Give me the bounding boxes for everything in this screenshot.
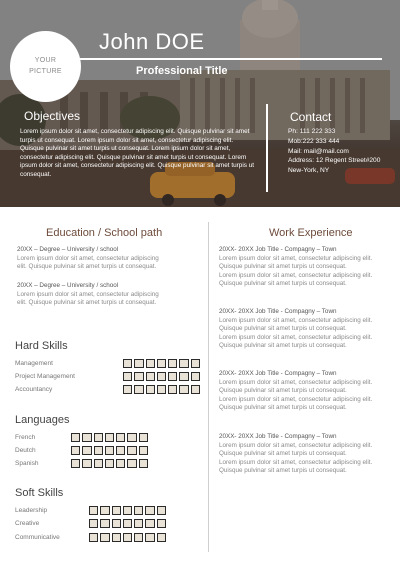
skill-row-accountancy [15, 385, 215, 396]
rating-box [179, 372, 188, 381]
rating-box [100, 506, 109, 515]
objectives-heading: Objectives [24, 109, 81, 123]
education-entry-text: Lorem ipsum dolor sit amet, consectetur adipiscing [17, 254, 159, 262]
work-entry-text: Lorem ipsum dolor sit amet, consectetur adipiscing elit. [219, 378, 373, 386]
rating-box [116, 459, 125, 468]
header-banner [0, 0, 400, 207]
language-label: Spanish [15, 460, 39, 467]
language-label: Deutch [15, 447, 36, 454]
rating-box [145, 506, 154, 515]
rating-box [71, 446, 80, 455]
work-entry-text: Quisque pulvinar sit amet turpis ut consequat. [219, 263, 347, 270]
education-entry-head: 20XX – Degree – University / school [17, 282, 119, 289]
rating-box [139, 446, 148, 455]
work-entry-text: Lorem ipsum dolor sit amet, consectetur adipiscing elit. [219, 395, 373, 403]
rating-box [139, 433, 148, 442]
profile-picture-placeholder [10, 31, 81, 102]
rating-box [100, 533, 109, 542]
rating-box [146, 359, 155, 368]
contact-list [288, 127, 394, 176]
rating-box [145, 533, 154, 542]
rating-box [168, 385, 177, 394]
soft-skill-label: Communicative [15, 534, 60, 541]
work-entry-head: 20XX- 20XX Job Title - Compagny – Town [219, 246, 337, 253]
rating-box [82, 433, 91, 442]
language-rating [71, 446, 148, 455]
rating-box [157, 506, 166, 515]
rating-box [82, 446, 91, 455]
work-entry-text: Quisque pulvinar sit amet turpis ut consequat. [219, 404, 347, 411]
soft-skill-row-creative [15, 519, 215, 530]
rating-box [146, 385, 155, 394]
rating-box [168, 372, 177, 381]
work-entry-text: Quisque pulvinar sit amet turpis ut consequat. [219, 387, 347, 394]
soft-skill-rating [89, 506, 166, 515]
contact-heading: Contact [290, 110, 332, 124]
rating-box [127, 446, 136, 455]
skill-rating [123, 385, 200, 394]
work-entry [219, 246, 395, 289]
education-entry-text: elit. Quisque pulvinar sit amet turpis ut consequat. [17, 263, 157, 270]
contact-mail: Mail: mail@mail.com [288, 147, 349, 155]
rating-box [112, 506, 121, 515]
language-rating [71, 433, 148, 442]
rating-box [134, 385, 143, 394]
rating-box [123, 359, 132, 368]
rating-box [157, 533, 166, 542]
soft-skill-rating [89, 519, 166, 528]
rating-box [134, 359, 143, 368]
rating-box [146, 372, 155, 381]
work-entry-text: Lorem ipsum dolor sit amet, consectetur adipiscing elit. [219, 333, 373, 341]
rating-box [82, 459, 91, 468]
rating-box [123, 385, 132, 394]
soft-skill-rating [89, 533, 166, 542]
skill-row-project-management [15, 372, 215, 383]
skill-label: Accountancy [15, 386, 53, 393]
language-row-spanish [15, 459, 215, 470]
soft-skills-heading: Soft Skills [15, 487, 64, 499]
work-entry-text: Quisque pulvinar sit amet turpis ut consequat. [219, 325, 347, 332]
work-entry-head: 20XX- 20XX Job Title - Compagny – Town [219, 433, 337, 440]
rating-box [89, 533, 98, 542]
candidate-name: John DOE [99, 29, 205, 54]
rating-box [105, 459, 114, 468]
work-experience-heading: Work Experience [269, 227, 353, 239]
header-divider [266, 104, 268, 192]
photo-placeholder-line2: PICTURE [29, 67, 62, 75]
work-entry-text: Lorem ipsum dolor sit amet, consectetur adipiscing elit. [219, 316, 373, 324]
education-entry-text: elit. Quisque pulvinar sit amet turpis ut consequat. [17, 299, 157, 306]
rating-box [112, 519, 121, 528]
rating-box [71, 459, 80, 468]
objectives-text: Lorem ipsum dolor sit amet, consectetur adipiscing elit. Quisque pulvinar sit amet turpis ut consequat. Lorem ipsum dolor sit amet, consectetur adipiscing elit. Quisque pulvinar sit amet turpis ut consequat. Lorem ipsum dolor sit amet, consectetur adipiscing elit. Quisque pulvinar sit amet turpis ut consequat. Lorem ipsum dolor sit amet, consectetur adipiscing elit. Quisque pulvinar sit amet turpis ut consequat. [20, 128, 255, 178]
education-heading: Education / School path [46, 227, 163, 239]
soft-skill-row-communicative [15, 533, 215, 544]
rating-box [157, 385, 166, 394]
rating-box [157, 359, 166, 368]
rating-box [123, 372, 132, 381]
rating-box [179, 359, 188, 368]
rating-box [123, 533, 132, 542]
work-entry-text: Lorem ipsum dolor sit amet, consectetur adipiscing elit. [219, 441, 373, 449]
work-entry-text: Quisque pulvinar sit amet turpis ut consequat. [219, 450, 347, 457]
rating-box [71, 433, 80, 442]
rating-box [191, 385, 200, 394]
professional-title: Professional Title [136, 65, 228, 77]
work-entry-text: Lorem ipsum dolor sit amet, consectetur adipiscing elit. [219, 271, 373, 279]
soft-skill-label: Creative [15, 520, 40, 527]
rating-box [89, 506, 98, 515]
language-row-deutch [15, 446, 215, 457]
rating-box [89, 519, 98, 528]
skill-row-management [15, 359, 215, 370]
rating-box [116, 446, 125, 455]
rating-box [145, 519, 154, 528]
contact-phone: Ph: 111 222 333 [288, 128, 336, 135]
rating-box [105, 433, 114, 442]
column-divider [208, 222, 209, 552]
rating-box [112, 533, 121, 542]
language-rating [71, 459, 148, 468]
education-entry [17, 282, 202, 308]
rating-box [168, 359, 177, 368]
rating-box [134, 533, 143, 542]
rating-box [116, 433, 125, 442]
education-entry-text: Lorem ipsum dolor sit amet, consectetur adipiscing [17, 290, 159, 298]
name-underline [80, 58, 382, 60]
work-entry [219, 308, 395, 351]
language-row-french [15, 433, 215, 444]
soft-skill-row-leadership [15, 506, 215, 517]
work-entry [219, 370, 395, 413]
contact-address: Address: 12 Regent Street#200 [288, 157, 381, 165]
work-entry-text: Quisque pulvinar sit amet turpis ut consequat. [219, 467, 347, 474]
photo-placeholder-line1: YOUR [34, 57, 57, 65]
work-entry [219, 433, 395, 476]
work-entry-text: Lorem ipsum dolor sit amet, consectetur adipiscing elit. [219, 458, 373, 466]
rating-box [157, 372, 166, 381]
languages-heading: Languages [15, 414, 70, 426]
contact-mobile: Mob:222 333 444 [288, 137, 340, 145]
rating-box [94, 446, 103, 455]
rating-box [157, 519, 166, 528]
skill-label: Management [15, 360, 53, 367]
education-entry [17, 246, 202, 272]
hard-skills-heading: Hard Skills [15, 340, 68, 352]
work-entry-head: 20XX- 20XX Job Title - Compagny – Town [219, 308, 337, 315]
education-entry-head: 20XX – Degree – University / school [17, 246, 119, 253]
rating-box [134, 506, 143, 515]
rating-box [123, 519, 132, 528]
rating-box [179, 385, 188, 394]
rating-box [191, 372, 200, 381]
rating-box [94, 433, 103, 442]
skill-label: Project Management [15, 373, 75, 380]
rating-box [139, 459, 148, 468]
skill-rating [123, 372, 200, 381]
rating-box [134, 372, 143, 381]
rating-box [94, 459, 103, 468]
skill-rating [123, 359, 200, 368]
rating-box [191, 359, 200, 368]
rating-box [127, 433, 136, 442]
soft-skill-label: Leadership [15, 507, 48, 514]
rating-box [127, 459, 136, 468]
work-entry-head: 20XX- 20XX Job Title - Compagny – Town [219, 370, 337, 377]
rating-box [105, 446, 114, 455]
rating-box [123, 506, 132, 515]
contact-city: New-York, NY [288, 167, 330, 175]
work-entry-text: Quisque pulvinar sit amet turpis ut consequat. [219, 280, 347, 287]
language-label: French [15, 434, 36, 441]
work-entry-text: Lorem ipsum dolor sit amet, consectetur adipiscing elit. [219, 254, 373, 262]
rating-box [100, 519, 109, 528]
rating-box [134, 519, 143, 528]
work-entry-text: Quisque pulvinar sit amet turpis ut consequat. [219, 342, 347, 349]
